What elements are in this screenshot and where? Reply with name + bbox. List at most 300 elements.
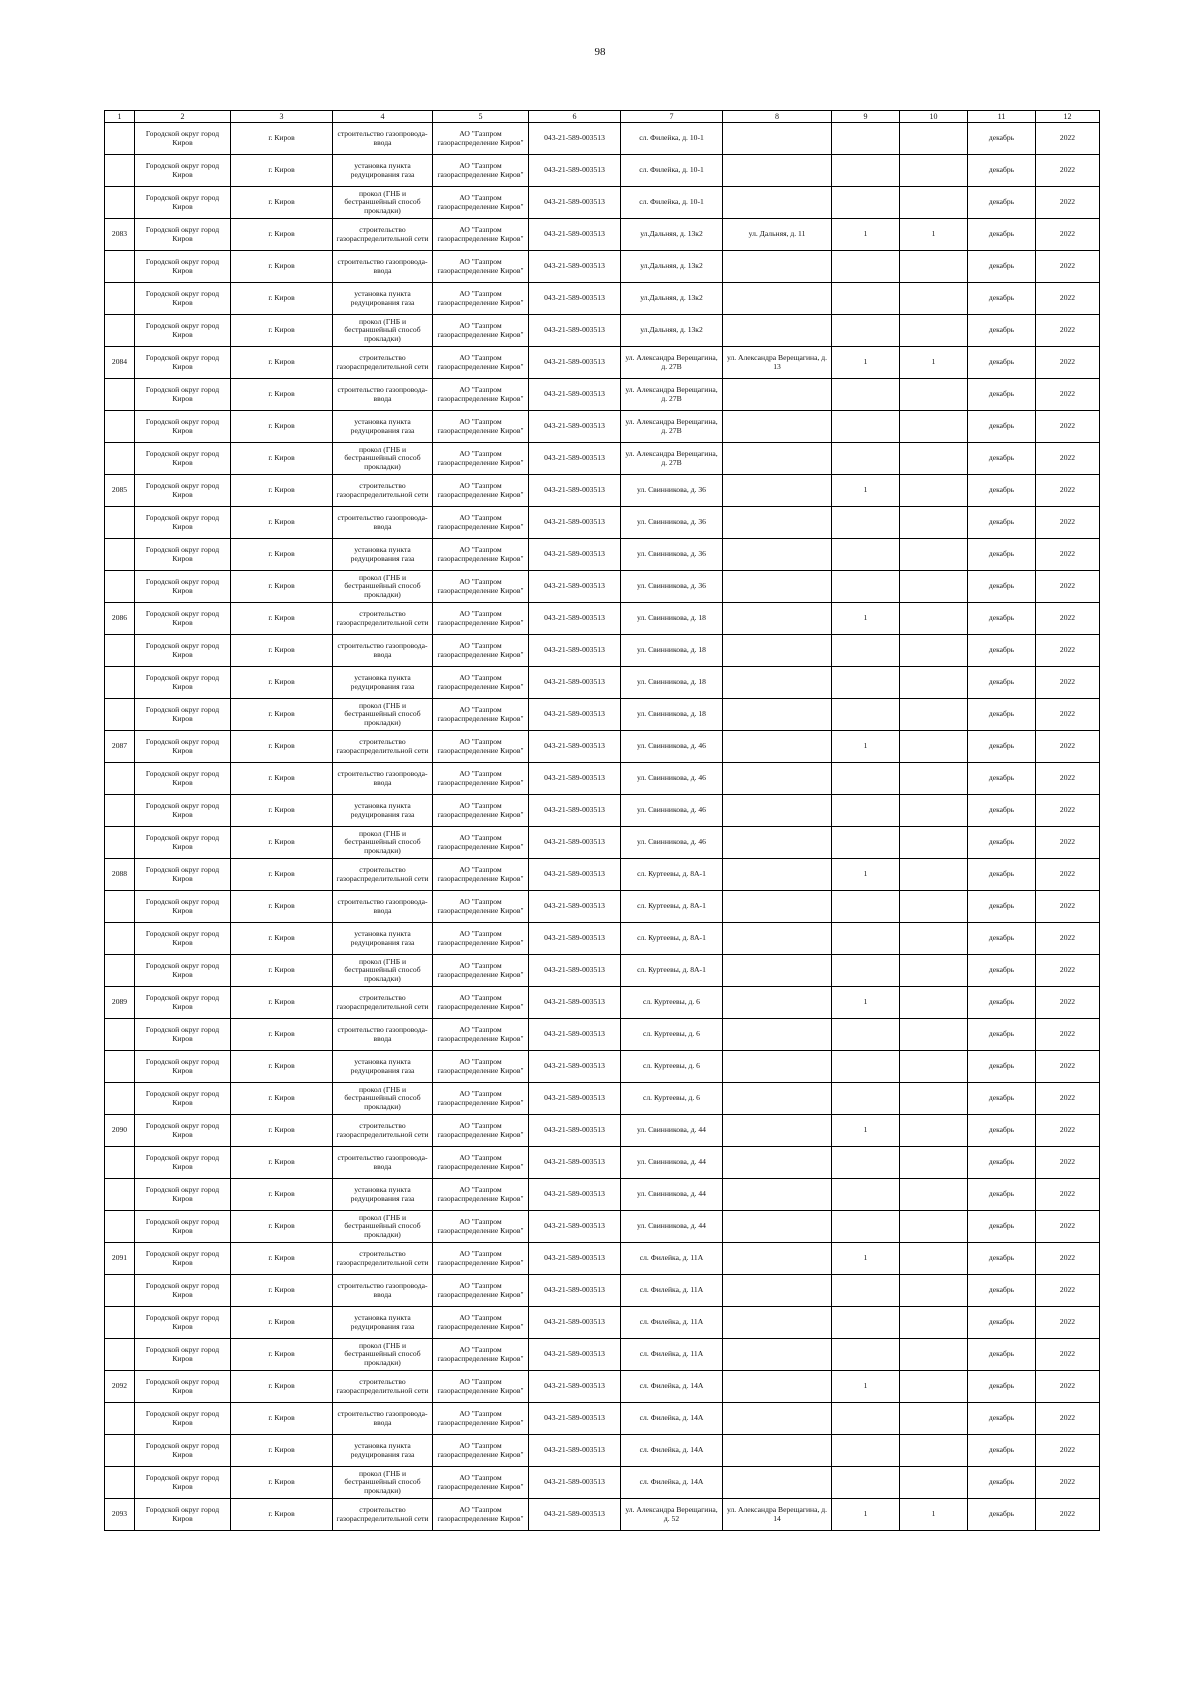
cell-connection-address <box>723 379 832 411</box>
cell-month: декабрь <box>968 1051 1036 1083</box>
cell-work-type: строительство газораспределительной сети <box>333 987 433 1019</box>
cell-district: Городской округ город Киров <box>135 187 231 219</box>
cell-settlement: г. Киров <box>231 155 333 187</box>
cell-connection-address <box>723 315 832 347</box>
cell-month: декабрь <box>968 1467 1036 1499</box>
cell-district: Городской округ город Киров <box>135 763 231 795</box>
cell-month: декабрь <box>968 1179 1036 1211</box>
cell-count-b: 1 <box>900 347 968 379</box>
cell-address: ул. Свинникова, д. 18 <box>621 635 723 667</box>
cell-organization: АО "Газпром газораспределение Киров" <box>433 827 529 859</box>
cell-count-a <box>832 187 900 219</box>
page-number: 98 <box>594 46 606 58</box>
cell-connection-address <box>723 1051 832 1083</box>
cell-count-a <box>832 923 900 955</box>
cell-number <box>105 635 135 667</box>
cell-year: 2022 <box>1036 187 1100 219</box>
cell-count-b <box>900 1371 968 1403</box>
cell-count-a <box>832 1467 900 1499</box>
cell-address: сл. Куртеевы, д. 6 <box>621 1083 723 1115</box>
cell-connection-address <box>723 1019 832 1051</box>
cell-organization: АО "Газпром газораспределение Киров" <box>433 667 529 699</box>
cell-year: 2022 <box>1036 251 1100 283</box>
cell-month: декабрь <box>968 859 1036 891</box>
cell-address: ул. Свинникова, д. 36 <box>621 507 723 539</box>
column-number: 6 <box>529 111 621 123</box>
cell-permit-number: 043-21-589-003513 <box>529 219 621 251</box>
cell-district: Городской округ город Киров <box>135 539 231 571</box>
cell-number <box>105 1051 135 1083</box>
cell-settlement: г. Киров <box>231 891 333 923</box>
cell-address: сл. Куртеевы, д. 6 <box>621 987 723 1019</box>
cell-connection-address <box>723 1147 832 1179</box>
column-number: 9 <box>832 111 900 123</box>
cell-organization: АО "Газпром газораспределение Киров" <box>433 859 529 891</box>
cell-count-b <box>900 1339 968 1371</box>
cell-work-type: прокол (ГНБ и бестраншейный способ прокладки) <box>333 1339 433 1371</box>
cell-settlement: г. Киров <box>231 795 333 827</box>
cell-permit-number: 043-21-589-003513 <box>529 667 621 699</box>
cell-district: Городской округ город Киров <box>135 1147 231 1179</box>
cell-connection-address <box>723 859 832 891</box>
cell-number <box>105 667 135 699</box>
cell-count-b <box>900 955 968 987</box>
cell-count-b <box>900 1467 968 1499</box>
cell-settlement: г. Киров <box>231 827 333 859</box>
cell-settlement: г. Киров <box>231 1499 333 1531</box>
cell-year: 2022 <box>1036 1147 1100 1179</box>
cell-number: 2092 <box>105 1371 135 1403</box>
cell-number: 2083 <box>105 219 135 251</box>
cell-address: ул. Свинникова, д. 44 <box>621 1179 723 1211</box>
cell-count-b <box>900 731 968 763</box>
cell-district: Городской округ город Киров <box>135 795 231 827</box>
cell-number: 2088 <box>105 859 135 891</box>
cell-settlement: г. Киров <box>231 859 333 891</box>
cell-organization: АО "Газпром газораспределение Киров" <box>433 1083 529 1115</box>
cell-organization: АО "Газпром газораспределение Киров" <box>433 699 529 731</box>
cell-count-a <box>832 1083 900 1115</box>
cell-work-type: установка пункта редуцирования газа <box>333 1051 433 1083</box>
column-number: 11 <box>968 111 1036 123</box>
cell-connection-address <box>723 1403 832 1435</box>
cell-year: 2022 <box>1036 667 1100 699</box>
cell-address: ул. Свинникова, д. 46 <box>621 763 723 795</box>
cell-address: ул. Свинникова, д. 18 <box>621 667 723 699</box>
cell-settlement: г. Киров <box>231 411 333 443</box>
cell-connection-address <box>723 1435 832 1467</box>
cell-work-type: прокол (ГНБ и бестраншейный способ прокладки) <box>333 955 433 987</box>
cell-connection-address <box>723 571 832 603</box>
cell-permit-number: 043-21-589-003513 <box>529 155 621 187</box>
cell-organization: АО "Газпром газораспределение Киров" <box>433 571 529 603</box>
cell-address: ул. Свинникова, д. 36 <box>621 539 723 571</box>
cell-work-type: прокол (ГНБ и бестраншейный способ прокладки) <box>333 315 433 347</box>
cell-year: 2022 <box>1036 475 1100 507</box>
cell-work-type: установка пункта редуцирования газа <box>333 411 433 443</box>
cell-settlement: г. Киров <box>231 955 333 987</box>
cell-address: сл. Филейка, д. 11А <box>621 1243 723 1275</box>
cell-connection-address <box>723 603 832 635</box>
cell-year: 2022 <box>1036 1339 1100 1371</box>
cell-organization: АО "Газпром газораспределение Киров" <box>433 315 529 347</box>
cell-permit-number: 043-21-589-003513 <box>529 475 621 507</box>
cell-month: декабрь <box>968 731 1036 763</box>
column-number: 10 <box>900 111 968 123</box>
cell-month: декабрь <box>968 923 1036 955</box>
cell-organization: АО "Газпром газораспределение Киров" <box>433 731 529 763</box>
cell-organization: АО "Газпром газораспределение Киров" <box>433 1371 529 1403</box>
cell-settlement: г. Киров <box>231 1403 333 1435</box>
cell-number <box>105 187 135 219</box>
cell-settlement: г. Киров <box>231 1435 333 1467</box>
cell-year: 2022 <box>1036 507 1100 539</box>
cell-address: ул. Александра Верещагина, д. 27В <box>621 347 723 379</box>
cell-permit-number: 043-21-589-003513 <box>529 1275 621 1307</box>
cell-connection-address: ул. Александра Верещагина, д. 13 <box>723 347 832 379</box>
cell-year: 2022 <box>1036 923 1100 955</box>
cell-connection-address <box>723 795 832 827</box>
cell-address: сл. Куртеевы, д. 6 <box>621 1051 723 1083</box>
cell-district: Городской округ город Киров <box>135 1499 231 1531</box>
cell-count-b <box>900 475 968 507</box>
cell-work-type: строительство газопровода-ввода <box>333 1147 433 1179</box>
cell-work-type: прокол (ГНБ и бестраншейный способ прокладки) <box>333 827 433 859</box>
cell-work-type: строительство газопровода-ввода <box>333 1019 433 1051</box>
cell-month: декабрь <box>968 347 1036 379</box>
table-row <box>105 315 1100 347</box>
cell-settlement: г. Киров <box>231 1019 333 1051</box>
cell-year: 2022 <box>1036 1211 1100 1243</box>
cell-year: 2022 <box>1036 1499 1100 1531</box>
cell-district: Городской округ город Киров <box>135 475 231 507</box>
cell-month: декабрь <box>968 475 1036 507</box>
column-number: 2 <box>135 111 231 123</box>
cell-organization: АО "Газпром газораспределение Киров" <box>433 539 529 571</box>
table-row <box>105 219 1100 251</box>
cell-number <box>105 1435 135 1467</box>
cell-count-a: 1 <box>832 475 900 507</box>
cell-connection-address <box>723 1179 832 1211</box>
cell-count-a <box>832 251 900 283</box>
column-number: 1 <box>105 111 135 123</box>
cell-connection-address <box>723 827 832 859</box>
cell-work-type: прокол (ГНБ и бестраншейный способ прокладки) <box>333 187 433 219</box>
cell-organization: АО "Газпром газораспределение Киров" <box>433 1499 529 1531</box>
cell-count-b <box>900 1307 968 1339</box>
cell-organization: АО "Газпром газораспределение Киров" <box>433 1243 529 1275</box>
cell-count-a <box>832 571 900 603</box>
cell-permit-number: 043-21-589-003513 <box>529 123 621 155</box>
cell-permit-number: 043-21-589-003513 <box>529 539 621 571</box>
table-row <box>105 1371 1100 1403</box>
cell-work-type: установка пункта редуцирования газа <box>333 1179 433 1211</box>
cell-settlement: г. Киров <box>231 347 333 379</box>
cell-settlement: г. Киров <box>231 1243 333 1275</box>
cell-district: Городской округ город Киров <box>135 1275 231 1307</box>
cell-district: Городской округ город Киров <box>135 859 231 891</box>
table-row <box>105 635 1100 667</box>
cell-settlement: г. Киров <box>231 1051 333 1083</box>
cell-work-type: установка пункта редуцирования газа <box>333 923 433 955</box>
cell-number <box>105 443 135 475</box>
cell-permit-number: 043-21-589-003513 <box>529 795 621 827</box>
cell-number: 2089 <box>105 987 135 1019</box>
cell-address: сл. Филейка, д. 11А <box>621 1275 723 1307</box>
cell-settlement: г. Киров <box>231 1083 333 1115</box>
cell-count-b <box>900 987 968 1019</box>
cell-number <box>105 1403 135 1435</box>
cell-count-b <box>900 123 968 155</box>
column-number: 4 <box>333 111 433 123</box>
table-row <box>105 1467 1100 1499</box>
cell-settlement: г. Киров <box>231 571 333 603</box>
cell-year: 2022 <box>1036 731 1100 763</box>
cell-count-b <box>900 859 968 891</box>
table-row <box>105 763 1100 795</box>
cell-address: сл. Филейка, д. 10-1 <box>621 123 723 155</box>
cell-connection-address: ул. Александра Верещагина, д. 14 <box>723 1499 832 1531</box>
cell-organization: АО "Газпром газораспределение Киров" <box>433 347 529 379</box>
cell-work-type: строительство газопровода-ввода <box>333 1403 433 1435</box>
cell-organization: АО "Газпром газораспределение Киров" <box>433 923 529 955</box>
cell-work-type: установка пункта редуцирования газа <box>333 539 433 571</box>
cell-settlement: г. Киров <box>231 1339 333 1371</box>
table-row <box>105 731 1100 763</box>
cell-work-type: строительство газораспределительной сети <box>333 219 433 251</box>
cell-work-type: прокол (ГНБ и бестраншейный способ прокладки) <box>333 699 433 731</box>
cell-month: декабрь <box>968 1435 1036 1467</box>
cell-count-b <box>900 379 968 411</box>
cell-organization: АО "Газпром газораспределение Киров" <box>433 795 529 827</box>
cell-permit-number: 043-21-589-003513 <box>529 283 621 315</box>
cell-count-b <box>900 1115 968 1147</box>
cell-count-a <box>832 763 900 795</box>
cell-number: 2093 <box>105 1499 135 1531</box>
cell-count-b <box>900 891 968 923</box>
cell-work-type: строительство газораспределительной сети <box>333 731 433 763</box>
cell-number <box>105 891 135 923</box>
cell-year: 2022 <box>1036 411 1100 443</box>
table-row <box>105 955 1100 987</box>
cell-number <box>105 411 135 443</box>
table-row <box>105 155 1100 187</box>
cell-count-b <box>900 1147 968 1179</box>
cell-year: 2022 <box>1036 1435 1100 1467</box>
cell-settlement: г. Киров <box>231 251 333 283</box>
cell-work-type: строительство газопровода-ввода <box>333 507 433 539</box>
cell-work-type: установка пункта редуцирования газа <box>333 1435 433 1467</box>
cell-permit-number: 043-21-589-003513 <box>529 699 621 731</box>
cell-number <box>105 571 135 603</box>
cell-year: 2022 <box>1036 571 1100 603</box>
cell-organization: АО "Газпром газораспределение Киров" <box>433 1339 529 1371</box>
cell-connection-address <box>723 1371 832 1403</box>
cell-month: декабрь <box>968 187 1036 219</box>
table-row <box>105 123 1100 155</box>
cell-settlement: г. Киров <box>231 1371 333 1403</box>
cell-count-b <box>900 443 968 475</box>
cell-settlement: г. Киров <box>231 923 333 955</box>
cell-number: 2084 <box>105 347 135 379</box>
cell-count-b <box>900 507 968 539</box>
table-row <box>105 795 1100 827</box>
cell-address: сл. Филейка, д. 14А <box>621 1403 723 1435</box>
cell-district: Городской округ город Киров <box>135 443 231 475</box>
cell-number <box>105 1179 135 1211</box>
cell-permit-number: 043-21-589-003513 <box>529 1467 621 1499</box>
cell-organization: АО "Газпром газораспределение Киров" <box>433 475 529 507</box>
cell-connection-address <box>723 1467 832 1499</box>
table-row <box>105 251 1100 283</box>
cell-connection-address <box>723 1243 832 1275</box>
cell-address: ул. Свинникова, д. 46 <box>621 731 723 763</box>
cell-work-type: строительство газораспределительной сети <box>333 603 433 635</box>
cell-count-a <box>832 1403 900 1435</box>
cell-count-a <box>832 443 900 475</box>
cell-permit-number: 043-21-589-003513 <box>529 827 621 859</box>
column-number: 12 <box>1036 111 1100 123</box>
cell-permit-number: 043-21-589-003513 <box>529 379 621 411</box>
cell-organization: АО "Газпром газораспределение Киров" <box>433 955 529 987</box>
cell-year: 2022 <box>1036 315 1100 347</box>
column-number: 8 <box>723 111 832 123</box>
cell-count-b <box>900 251 968 283</box>
cell-work-type: установка пункта редуцирования газа <box>333 667 433 699</box>
cell-settlement: г. Киров <box>231 987 333 1019</box>
cell-settlement: г. Киров <box>231 603 333 635</box>
cell-address: сл. Куртеевы, д. 8А-1 <box>621 923 723 955</box>
cell-month: декабрь <box>968 507 1036 539</box>
cell-work-type: прокол (ГНБ и бестраншейный способ прокладки) <box>333 1467 433 1499</box>
cell-permit-number: 043-21-589-003513 <box>529 1243 621 1275</box>
cell-year: 2022 <box>1036 603 1100 635</box>
cell-organization: АО "Газпром газораспределение Киров" <box>433 1275 529 1307</box>
cell-connection-address <box>723 891 832 923</box>
cell-organization: АО "Газпром газораспределение Киров" <box>433 379 529 411</box>
cell-settlement: г. Киров <box>231 507 333 539</box>
table-row <box>105 1499 1100 1531</box>
cell-organization: АО "Газпром газораспределение Киров" <box>433 1435 529 1467</box>
cell-year: 2022 <box>1036 379 1100 411</box>
cell-year: 2022 <box>1036 795 1100 827</box>
cell-count-a <box>832 1339 900 1371</box>
cell-count-a <box>832 635 900 667</box>
cell-month: декабрь <box>968 1339 1036 1371</box>
cell-month: декабрь <box>968 1403 1036 1435</box>
cell-connection-address <box>723 475 832 507</box>
cell-settlement: г. Киров <box>231 187 333 219</box>
cell-permit-number: 043-21-589-003513 <box>529 763 621 795</box>
cell-district: Городской округ город Киров <box>135 1243 231 1275</box>
cell-district: Городской округ город Киров <box>135 571 231 603</box>
cell-address: ул. Свинникова, д. 36 <box>621 475 723 507</box>
cell-month: декабрь <box>968 411 1036 443</box>
cell-year: 2022 <box>1036 763 1100 795</box>
cell-count-a: 1 <box>832 1371 900 1403</box>
cell-connection-address <box>723 155 832 187</box>
cell-permit-number: 043-21-589-003513 <box>529 1307 621 1339</box>
cell-count-b <box>900 1211 968 1243</box>
cell-district: Городской округ город Киров <box>135 1211 231 1243</box>
cell-number <box>105 1211 135 1243</box>
cell-address: сл. Куртеевы, д. 8А-1 <box>621 955 723 987</box>
cell-month: декабрь <box>968 1019 1036 1051</box>
cell-connection-address <box>723 1339 832 1371</box>
cell-connection-address <box>723 955 832 987</box>
table-row <box>105 1403 1100 1435</box>
cell-organization: АО "Газпром газораспределение Киров" <box>433 1403 529 1435</box>
cell-month: декабрь <box>968 283 1036 315</box>
table-row <box>105 699 1100 731</box>
cell-count-b <box>900 635 968 667</box>
cell-count-a <box>832 539 900 571</box>
cell-month: декабрь <box>968 1307 1036 1339</box>
cell-count-a <box>832 507 900 539</box>
cell-year: 2022 <box>1036 1179 1100 1211</box>
cell-month: декабрь <box>968 1147 1036 1179</box>
cell-number <box>105 795 135 827</box>
cell-settlement: г. Киров <box>231 667 333 699</box>
cell-connection-address: ул. Дальняя, д. 11 <box>723 219 832 251</box>
cell-district: Городской округ город Киров <box>135 1467 231 1499</box>
cell-count-b <box>900 155 968 187</box>
cell-number: 2091 <box>105 1243 135 1275</box>
cell-settlement: г. Киров <box>231 1211 333 1243</box>
cell-connection-address <box>723 251 832 283</box>
cell-address: ул. Александра Верещагина, д. 52 <box>621 1499 723 1531</box>
table-row <box>105 379 1100 411</box>
cell-count-a: 1 <box>832 1115 900 1147</box>
cell-month: декабрь <box>968 635 1036 667</box>
cell-district: Городской округ город Киров <box>135 1019 231 1051</box>
cell-month: декабрь <box>968 571 1036 603</box>
cell-connection-address <box>723 187 832 219</box>
cell-district: Городской округ город Киров <box>135 315 231 347</box>
cell-month: декабрь <box>968 315 1036 347</box>
cell-work-type: прокол (ГНБ и бестраншейный способ прокладки) <box>333 443 433 475</box>
cell-count-b <box>900 1435 968 1467</box>
cell-count-a: 1 <box>832 219 900 251</box>
cell-settlement: г. Киров <box>231 1179 333 1211</box>
cell-month: декабрь <box>968 379 1036 411</box>
cell-month: декабрь <box>968 955 1036 987</box>
cell-year: 2022 <box>1036 443 1100 475</box>
cell-organization: АО "Газпром газораспределение Киров" <box>433 155 529 187</box>
cell-count-a <box>832 667 900 699</box>
cell-settlement: г. Киров <box>231 635 333 667</box>
cell-count-b <box>900 667 968 699</box>
cell-month: декабрь <box>968 443 1036 475</box>
cell-connection-address <box>723 283 832 315</box>
cell-number <box>105 507 135 539</box>
cell-number <box>105 251 135 283</box>
cell-number <box>105 827 135 859</box>
cell-count-a <box>832 1435 900 1467</box>
cell-work-type: строительство газораспределительной сети <box>333 1115 433 1147</box>
cell-district: Городской округ город Киров <box>135 1115 231 1147</box>
cell-connection-address <box>723 763 832 795</box>
cell-address: сл. Филейка, д. 10-1 <box>621 187 723 219</box>
cell-address: ул. Александра Верещагина, д. 27В <box>621 379 723 411</box>
column-number-row <box>105 111 1100 123</box>
table-row <box>105 411 1100 443</box>
cell-address: сл. Куртеевы, д. 6 <box>621 1019 723 1051</box>
cell-permit-number: 043-21-589-003513 <box>529 1019 621 1051</box>
cell-year: 2022 <box>1036 155 1100 187</box>
cell-number <box>105 1019 135 1051</box>
table-row <box>105 827 1100 859</box>
